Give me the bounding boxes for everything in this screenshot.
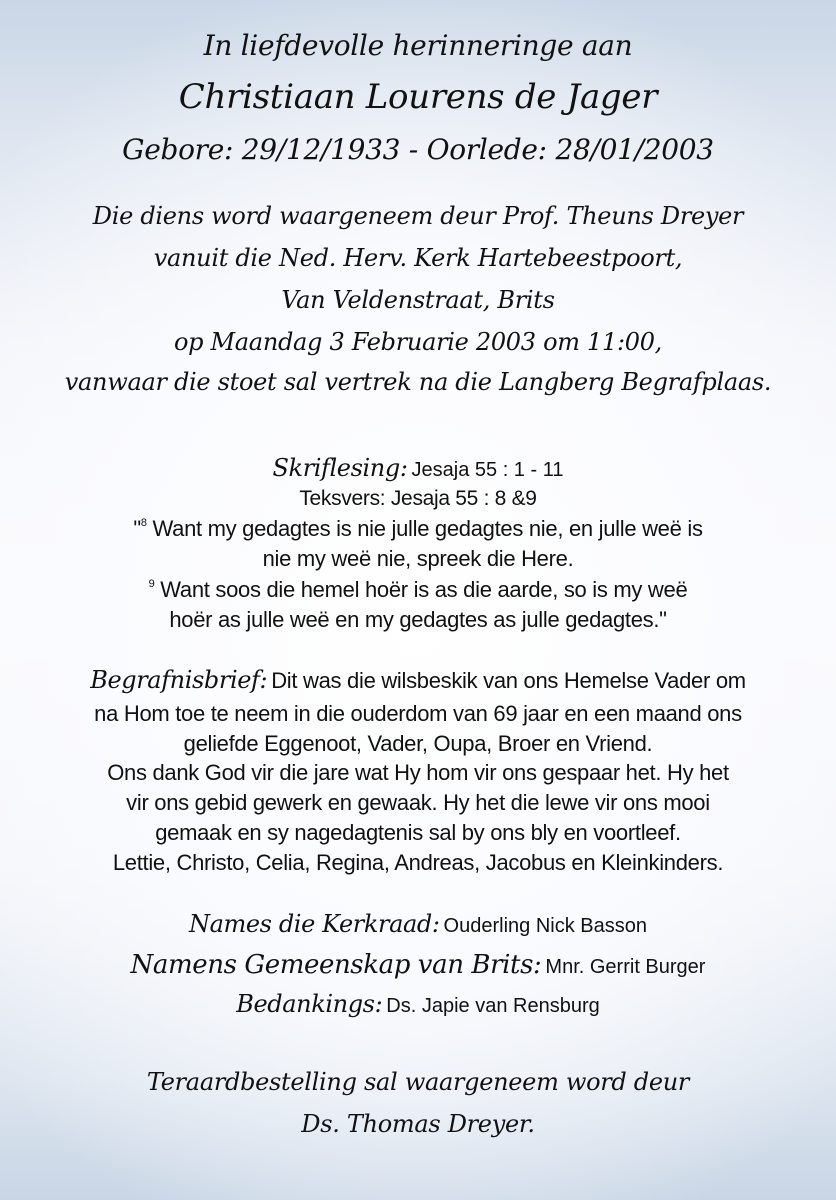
service-line: Van Veldenstraat, Brits	[281, 286, 555, 314]
text-verse	[0, 488, 836, 509]
letter-first-line	[0, 668, 836, 692]
open-quote: "	[133, 516, 141, 541]
speaker-label: Bedankings:	[236, 990, 383, 1018]
letter-line: gemaak en sy nagedagtenis sal by ons bly en voortleef.	[155, 820, 681, 845]
text-verse-label: Teksvers:	[299, 487, 386, 510]
speaker-thanks	[0, 992, 836, 1016]
speaker-community	[0, 952, 836, 978]
verse-text: Want soos die hemel hoër is as die aarde, so is my weë	[160, 577, 688, 602]
speaker-name: Ds. Japie van Rensburg	[386, 995, 600, 1017]
text-verse-value: Jesaja 55 : 8 &9	[390, 487, 537, 510]
verse-8-line-1	[0, 518, 836, 540]
letter-line: geliefde Eggenoot, Vader, Oupa, Broer en Vriend.	[183, 731, 653, 756]
service-line: vanuit die Ned. Herv. Kerk Hartebeestpoort,	[153, 244, 683, 272]
service-line: Die diens word waargeneem deur Prof. Theuns Dreyer	[92, 202, 744, 230]
letter-line: Ons dank God vir die jare wat Hy hom vir ons gespaar het. Hy het	[107, 760, 729, 785]
dates-line	[0, 133, 836, 166]
service-line: vanwaar die stoet sal vertrek na die Langberg Begrafplaas.	[64, 368, 772, 396]
speaker-label: Names die Kerkraad:	[189, 910, 440, 938]
letter-label: Begrafnisbrief:	[90, 666, 268, 694]
speaker-name: Ouderling Nick Basson	[443, 915, 647, 937]
speaker-church-council	[0, 912, 836, 936]
verse-8-line-2: nie my weë nie, spreek die Here.	[262, 546, 574, 571]
service-line: op Maandag 3 Februarie 2003 om 11:00,	[173, 328, 662, 356]
verse-9-line-2: hoër as julle weë en my gedagtes as julle gedagtes."	[169, 607, 667, 632]
intro-line: In liefdevolle herinneringe aan	[203, 29, 633, 62]
verse-number-8: 8	[140, 516, 147, 529]
speaker-name: Mnr. Gerrit Burger	[545, 956, 706, 978]
letter-text: Dit was die wilsbeskik van ons Hemelse Vader om	[271, 668, 746, 693]
born-label: Gebore:	[122, 133, 234, 166]
deceased-name: Christiaan Lourens de Jager	[178, 77, 658, 117]
scripture-reading-value: Jesaja 55 : 1 - 11	[411, 459, 564, 481]
closing-line-2: Ds. Thomas Dreyer.	[301, 1110, 535, 1138]
speaker-label: Namens Gemeenskap van Brits:	[130, 950, 542, 980]
born-date: 29/12/1933	[241, 133, 401, 166]
verse-number-9: 9	[148, 577, 155, 590]
scripture-reading-label: Skriflesing:	[272, 454, 408, 482]
letter-line: Lettie, Christo, Celia, Regina, Andreas, Jacobus en Kleinkinders.	[112, 850, 724, 875]
letter-line: na Hom toe te neem in die ouderdom van 69 jaar en een maand ons	[94, 701, 742, 726]
verse-text: Want my gedagtes is nie julle gedagtes nie, en julle weë is	[152, 516, 703, 541]
died-label: Oorlede:	[426, 133, 547, 166]
closing-line-1: Teraardbestelling sal waargeneem word deur	[146, 1068, 690, 1096]
died-date: 28/01/2003	[555, 133, 714, 166]
verse-9-line-1	[0, 579, 836, 601]
letter-line: vir ons gebid gewerk en gewaak. Hy het die lewe vir ons mooi	[126, 790, 710, 815]
scripture-reading	[0, 456, 836, 480]
date-separator: -	[408, 133, 418, 166]
